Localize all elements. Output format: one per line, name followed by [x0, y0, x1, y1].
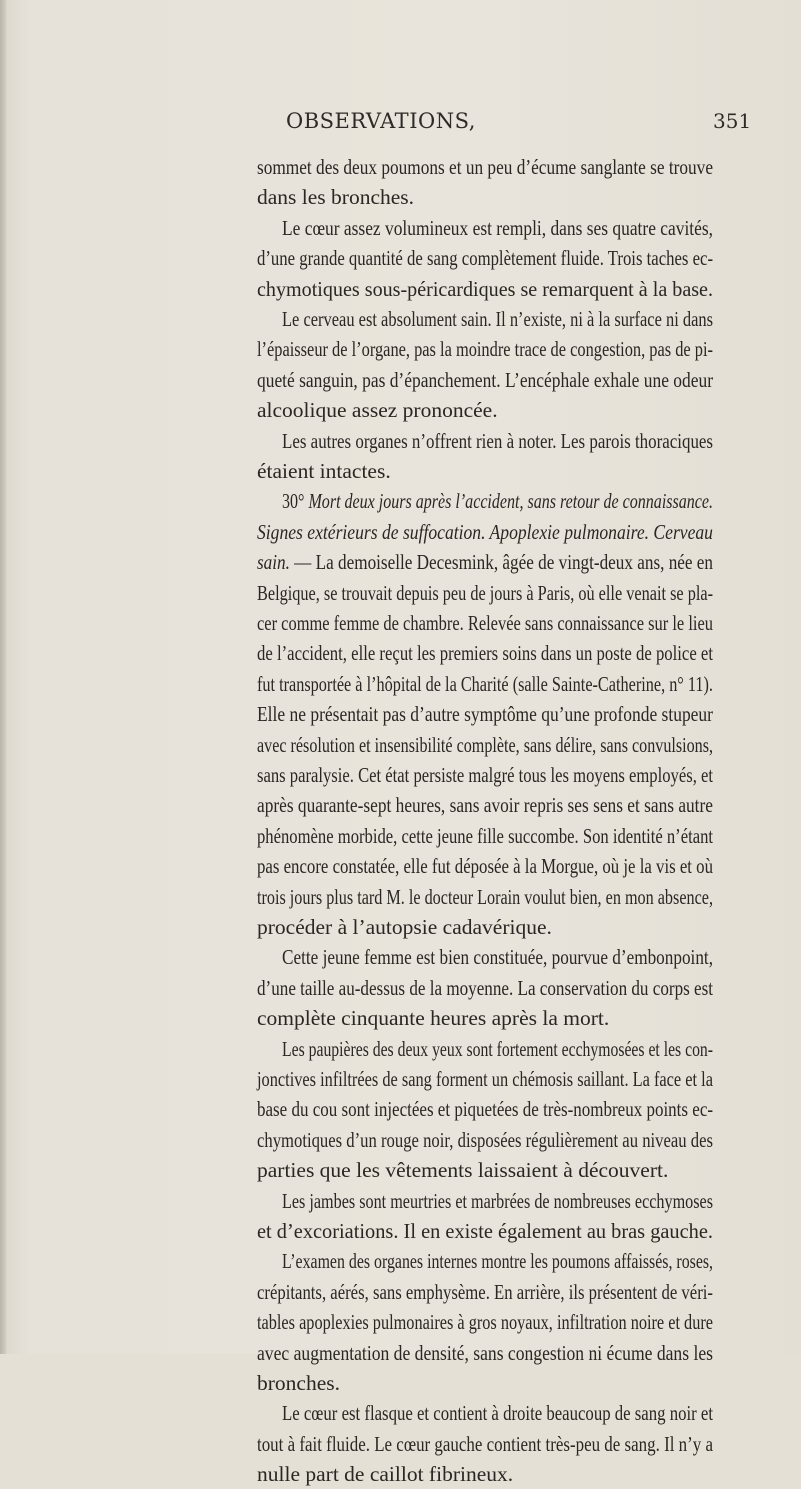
page-number: 351 [713, 109, 752, 133]
text-line: dans les bronches. [257, 185, 415, 209]
text-line: fut transportée à l’hôpital de la Charité (salle Sainte-Catherine, n° 11). [257, 672, 713, 696]
text-line: avec augmentation de densité, sans congestion ni écume dans les [257, 1341, 713, 1365]
text-line: Cette jeune femme est bien constituée, pourvue d’embonpoint, [282, 945, 713, 969]
text-line: phénomène morbide, cette jeune fille succombe. Son identité n’étant [257, 824, 714, 848]
text-line: après quarante-sept heures, sans avoir repris ses sens et sans autre [257, 793, 713, 817]
page-binding-edge [0, 0, 6, 1354]
running-title: OBSERVATIONS, [286, 109, 476, 133]
text-line: chymotiques sous-péricardiques se remarquent à la base. [257, 277, 714, 301]
text-line: d’une taille au-dessus de la moyenne. La conservation du corps est [257, 976, 714, 1000]
text-line: alcoolique assez prononcée. [257, 398, 498, 422]
text-line: Les autres organes n’offrent rien à noter. Les parois thoraciques [282, 429, 714, 453]
running-head [0, 101, 801, 141]
section-heading-line: Signes extérieurs de suffocation. Apoplexie pulmonaire. Cerveau [257, 520, 713, 544]
text-line: d’une grande quantité de sang complètement fluide. Trois taches ec- [257, 246, 714, 270]
text-line: chymotiques d’un rouge noir, disposées régulièrement au niveau des [257, 1128, 713, 1152]
text-line: sans paralysie. Cet état persiste malgré tous les moyens employés, et [257, 763, 713, 787]
text-line: sommet des deux poumons et un peu d’écume sanglante se trouve [257, 155, 713, 179]
text-line: base du cou sont injectées et piquetées de très-nombreux points ec- [257, 1097, 714, 1121]
text-line: Le cœur assez volumineux est rempli, dans ses quatre cavités, [282, 216, 714, 240]
text-line: de l’accident, elle reçut les premiers soins dans un poste de police et [257, 641, 714, 665]
text-line: procéder à l’autopsie cadavérique. [257, 915, 552, 939]
text-line: parties que les vêtements laissaient à découvert. [257, 1158, 669, 1182]
text-line: crépitants, aérés, sans emphysème. En arrière, ils présentent de véri- [257, 1280, 713, 1304]
text-line: pas encore constatée, elle fut déposée à la Morgue, où je la vis et où [257, 854, 713, 878]
text-line: nulle part de caillot fibrineux. [257, 1462, 514, 1486]
text-line: complète cinquante heures après la mort. [257, 1006, 610, 1030]
text-line: Les paupières des deux yeux sont fortement ecchymosées et les con- [282, 1037, 714, 1061]
text-line: l’épaisseur de l’organe, pas la moindre trace de congestion, pas de pi- [257, 337, 713, 361]
text-line: trois jours plus tard M. le docteur Lorain voulut bien, en mon absence, [257, 885, 713, 909]
text-line: Le cœur est flasque et contient à droite beaucoup de sang noir et [282, 1401, 713, 1425]
text-line: bronches. [257, 1371, 340, 1395]
text-line: Elle ne présentait pas d’autre symptôme qu’une profonde stupeur [257, 702, 713, 726]
text-line: tables apoplexies pulmonaires à gros noyaux, infiltration noire et dure [257, 1310, 714, 1334]
section-heading-line: 30° Mort deux jours après l’accident, sans retour de connaissance. [282, 489, 714, 513]
text-line: Les jambes sont meurtries et marbrées de nombreuses ecchymoses [282, 1189, 714, 1213]
text-line: cer comme femme de chambre. Relevée sans connaissance sur le lieu [257, 611, 713, 635]
text-line: L’examen des organes internes montre les poumons affaissés, roses, [282, 1249, 714, 1273]
text-line: queté sanguin, pas d’épanchement. L’encéphale exhale une odeur [257, 368, 714, 392]
text-line: Belgique, se trouvait depuis peu de jours à Paris, où elle venait se pla- [257, 581, 713, 605]
text-line: sain. — La demoiselle Decesmink, âgée de vingt-deux ans, née en [257, 550, 714, 574]
text-line: jonctives infiltrées de sang forment un chémosis saillant. La face et la [257, 1067, 713, 1091]
text-line: et d’excoriations. Il en existe également au bras gauche. [257, 1219, 714, 1243]
text-line: Le cerveau est absolument sain. Il n’existe, ni à la surface ni dans [282, 307, 714, 331]
text-line: étaient intactes. [257, 459, 391, 483]
text-line: tout à fait fluide. Le cœur gauche contient très-peu de sang. Il n’y a [257, 1432, 714, 1456]
text-line: avec résolution et insensibilité complète, sans délire, sans convulsions, [257, 733, 714, 757]
